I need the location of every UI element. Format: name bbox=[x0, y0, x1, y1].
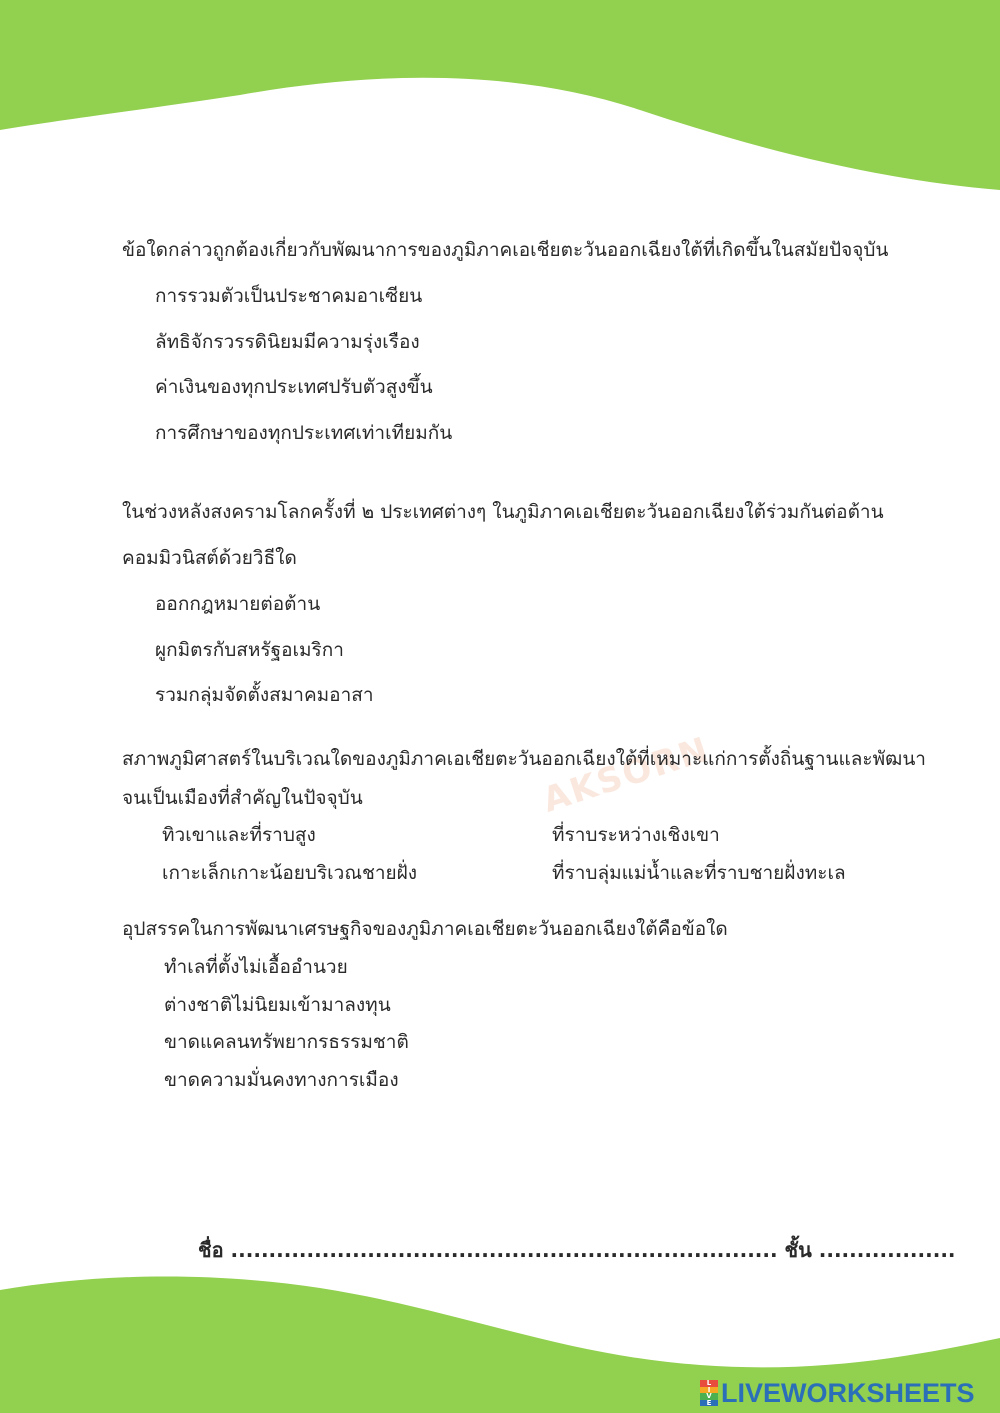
q4-option-4[interactable]: ขาดความมั่นคงทางการเมือง bbox=[164, 1069, 399, 1091]
aksorn-watermark: AKSORN bbox=[538, 729, 715, 821]
question-3-line-1: สภาพภูมิศาสตร์ในบริเวณใดของภูมิภาคเอเชียตะวันออกเฉียงใต้ที่เหมาะแก่การตั้งถิ่นฐานและพัฒนา bbox=[122, 748, 926, 770]
q2-option-3[interactable]: รวมกลุ่มจัดตั้งสมาคมอาสา bbox=[155, 684, 374, 706]
logo-letter-v: V bbox=[700, 1393, 718, 1400]
q3-option-1[interactable]: ทิวเขาและที่ราบสูง bbox=[162, 824, 316, 846]
q2-option-1[interactable]: ออกกฎหมายต่อต้าน bbox=[155, 593, 321, 615]
q1-option-3[interactable]: ค่าเงินของทุกประเทศปรับตัวสูงขึ้น bbox=[155, 376, 433, 398]
q3-option-4[interactable]: ที่ราบลุ่มแม่น้ำและที่ราบชายฝั่งทะเล bbox=[552, 862, 846, 884]
question-2-line-1: ในช่วงหลังสงครามโลกครั้งที่ ๒ ประเทศต่างๆ ในภูมิภาคเอเชียตะวันออกเฉียงใต้ร่วมกันต่อต้าน bbox=[122, 501, 884, 523]
q4-option-3[interactable]: ขาดแคลนทรัพยากรธรรมชาติ bbox=[164, 1031, 409, 1053]
logo-text: LIVEWORKSHEETS bbox=[721, 1377, 975, 1408]
live-icon bbox=[700, 1380, 718, 1406]
q2-option-2[interactable]: ผูกมิตรกับสหรัฐอเมริกา bbox=[155, 639, 344, 661]
liveworksheets-logo bbox=[700, 1378, 975, 1408]
q3-option-2[interactable]: ที่ราบระหว่างเชิงเขา bbox=[552, 824, 720, 846]
q1-option-1[interactable]: การรวมตัวเป็นประชาคมอาเซียน bbox=[155, 285, 423, 307]
logo-letter-e: E bbox=[700, 1400, 718, 1407]
question-2-line-2: คอมมิวนิสต์ด้วยวิธีใด bbox=[122, 547, 297, 569]
top-wave-decoration bbox=[0, 0, 1000, 200]
question-4-text: อุปสรรคในการพัฒนาเศรษฐกิจของภูมิภาคเอเชียตะวันออกเฉียงใต้คือข้อใด bbox=[122, 918, 728, 940]
question-3-line-2: จนเป็นเมืองที่สำคัญในปัจจุบัน bbox=[122, 787, 363, 809]
q1-option-2[interactable]: ลัทธิจักรวรรดินิยมมีความรุ่งเรือง bbox=[155, 331, 420, 353]
q1-option-4[interactable]: การศึกษาของทุกประเทศเท่าเทียมกัน bbox=[155, 422, 453, 444]
logo-letter-l: L bbox=[700, 1380, 718, 1387]
q4-option-2[interactable]: ต่างชาติไม่นิยมเข้ามาลงทุน bbox=[164, 994, 391, 1016]
logo-letter-i: I bbox=[700, 1387, 718, 1394]
q3-option-3[interactable]: เกาะเล็กเกาะน้อยบริเวณชายฝั่ง bbox=[162, 862, 418, 884]
question-1-text: ข้อใดกล่าวถูกต้องเกี่ยวกับพัฒนาการของภูมิภาคเอเชียตะวันออกเฉียงใต้ที่เกิดขึ้นในสมัยปัจจุบัน bbox=[122, 239, 889, 261]
q4-option-1[interactable]: ทำเลที่ตั้งไม่เอื้ออำนวย bbox=[164, 956, 348, 978]
name-class-line: ชื่อ ........................................................................ ชั้น .................. bbox=[198, 1238, 956, 1262]
